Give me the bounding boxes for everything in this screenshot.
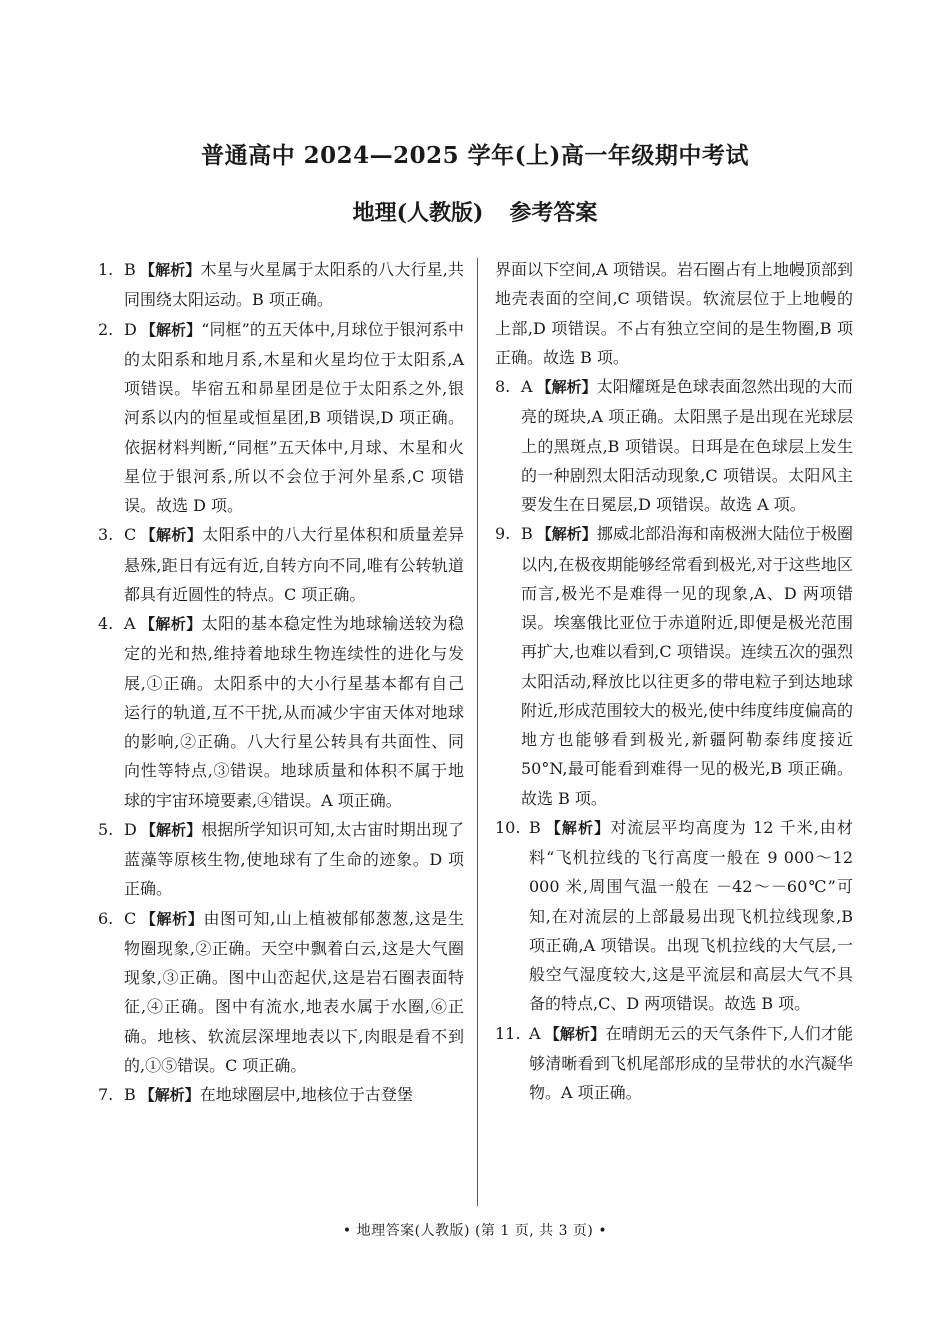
column-divider — [477, 258, 478, 1206]
answer-letter: C — [124, 525, 137, 545]
question-number: 5. — [98, 819, 114, 839]
analysis-tag: 【解析】 — [140, 909, 204, 928]
analysis-tag: 【解析】 — [544, 818, 611, 837]
analysis-text: 根据所学知识可知,太古宙时期出现了蓝藻等原核生物,使地球有了生命的迹象。D 项正确。 — [124, 819, 464, 899]
answer-item — [495, 813, 853, 1019]
analysis-tag: 【解析】 — [140, 320, 202, 339]
question-number: 10. — [495, 817, 521, 837]
question-number: 3. — [98, 525, 114, 545]
left-column — [98, 255, 464, 1110]
answer-letter: C — [124, 908, 137, 928]
analysis-text: 在晴朗无云的天气条件下,人们才能够清晰看到飞机尾部形成的呈带状的水汽凝华物。A 项正确。 — [529, 1023, 853, 1102]
answer-letter: B — [529, 817, 541, 837]
answer-letter: A — [124, 614, 136, 633]
analysis-tag: 【解析】 — [536, 378, 597, 396]
question-number: 1. — [98, 260, 114, 279]
subject-label: 地理(人教版) — [352, 200, 484, 226]
answer-letter: A — [521, 377, 533, 396]
analysis-text: 木星与火星属于太阳系的八大行星,共同围绕太阳运动。B 项正确。 — [124, 260, 464, 310]
continued-text: 界面以下空间,A 项错误。岩石圈占有上地幔顶部到地壳表面的空间,C 项错误。软流层位于上地幔的上部,D 项错误。不占有独立空间的是生物圈,B 项正确。故选 B 项。 — [495, 260, 853, 367]
analysis-tag: 【解析】 — [140, 526, 203, 545]
answer-letter: B — [124, 260, 136, 279]
analysis-text: 太阳耀斑是色球表面忽然出现的大而亮的斑块,A 项正确。太阳黑子是出现在光球层上的黑斑点,B 项错误。日珥是在色球层上发生的一种剧烈太阳活动现象,C 项错误。太阳风主要发生在日冕层,D 项错误。故选 A 项。 — [521, 377, 853, 514]
analysis-tag: 【解析】 — [544, 1024, 606, 1043]
analysis-text: 在地球圈层中,地核位于古登堡 — [199, 1085, 413, 1104]
question-number: 11. — [495, 1023, 521, 1043]
analysis-text: 由图可知,山上植被郁郁葱葱,这是生物圈现象,②正确。天空中飘着白云,这是大气圈现象,③正确。图中山峦起伏,这是岩石圈表面特征,④正确。图中有流水,地表水属于水圈,⑥正确。地核、软流层深埋地表以下,肉眼是看不到的,①⑤错误。C 项正确。 — [124, 908, 464, 1075]
question-number: 8. — [495, 377, 511, 396]
answer-item — [98, 255, 464, 315]
question-number: 7. — [98, 1085, 114, 1104]
answer-letter: D — [124, 819, 137, 839]
answer-key-label: 参考答案 — [509, 200, 598, 226]
page-title: 普通高中 2024—2025 学年(上)高一年级期中考试 — [201, 142, 749, 169]
question-number: 9. — [495, 524, 511, 544]
answer-item — [495, 372, 853, 519]
answer-letter: D — [124, 319, 137, 339]
answer-item — [495, 1019, 853, 1108]
analysis-tag: 【解析】 — [536, 525, 597, 544]
analysis-text: “同框”的五天体中,月球位于银河系中的太阳系和地月系,木星和火星均位于太阳系,A 项错误。毕宿五和昴星团是位于太阳系之外,银河系以内的恒星或恒星团,B 项错误,D 项正确。依据材料判断,“同框”五天体中,月球、木星和火星位于银河系,所以不会位于河外星系,C 项错误。故选 D 项。 — [124, 319, 464, 515]
answer-item — [98, 815, 464, 904]
question-number: 4. — [98, 614, 114, 633]
analysis-tag: 【解析】 — [139, 261, 201, 279]
answer-letter: B — [124, 1085, 136, 1104]
answer-item — [98, 520, 464, 609]
answer-item — [98, 904, 464, 1081]
question-number: 6. — [98, 908, 114, 928]
answer-item — [495, 519, 853, 813]
analysis-tag: 【解析】 — [139, 615, 202, 633]
right-column — [495, 255, 853, 1107]
analysis-text: 太阳的基本稳定性为地球输送较为稳定的光和热,维持着地球生物连续性的进化与发展,①正确。太阳系中的大小行星基本都有自己运行的轨道,互不干扰,从而减少宇宙天体对地球的影响,②正确。八大行星公转具有共面性、同向性等特点,③错误。地球质量和体积不属于地球的宇宙环境要素,④错误。A 项正确。 — [124, 614, 464, 810]
answer-letter: A — [529, 1023, 541, 1043]
analysis-text: 挪威北部沿海和南极洲大陆位于极圈以内,在极夜期能够经常看到极光,对于这些地区而言,极光不是难得一见的现象,A、D 两项错误。埃塞俄比亚位于赤道附近,即便是极光范围再扩大,也难以看到,C 项错误。连续五次的强烈太阳活动,释放比以往更多的带电粒子到达地球附近,形成范围较大的极光,使中纬度纬度偏高的地方也能够看到极光,新疆阿勒泰纬度接近 50°N,最可能看到难得一见的极光,B 项正确。故选 B 项。 — [521, 524, 853, 808]
analysis-tag: 【解析】 — [140, 820, 202, 839]
page-footer: • 地理答案(人教版) (第 1 页, 共 3 页) • — [342, 1223, 608, 1239]
answer-letter: B — [521, 524, 533, 544]
page-subtitle — [0, 196, 950, 227]
analysis-text: 对流层平均高度为 12 千米,由材料“飞机拉线的飞行高度一般在 9 000～12 000 米,周围气温一般在 －42～－60℃”可知,在对流层的上部最易出现飞机拉线现象,B 项正确,A 项错误。出现飞机拉线的大气层,一般空气湿度较大,这是平流层和高层大气不具备的特点,C、D 两项错误。故选 B 项。 — [529, 817, 853, 1014]
answer-item — [98, 315, 464, 521]
analysis-text: 太阳系中的八大行星体积和质量差异悬殊,距日有远有近,自转方向不同,唯有公转轨道都具有近圆性的特点。C 项正确。 — [124, 525, 464, 604]
answer-item — [98, 609, 464, 815]
analysis-tag: 【解析】 — [139, 1086, 200, 1104]
question-number: 2. — [98, 319, 114, 339]
answer-item — [98, 1080, 464, 1110]
